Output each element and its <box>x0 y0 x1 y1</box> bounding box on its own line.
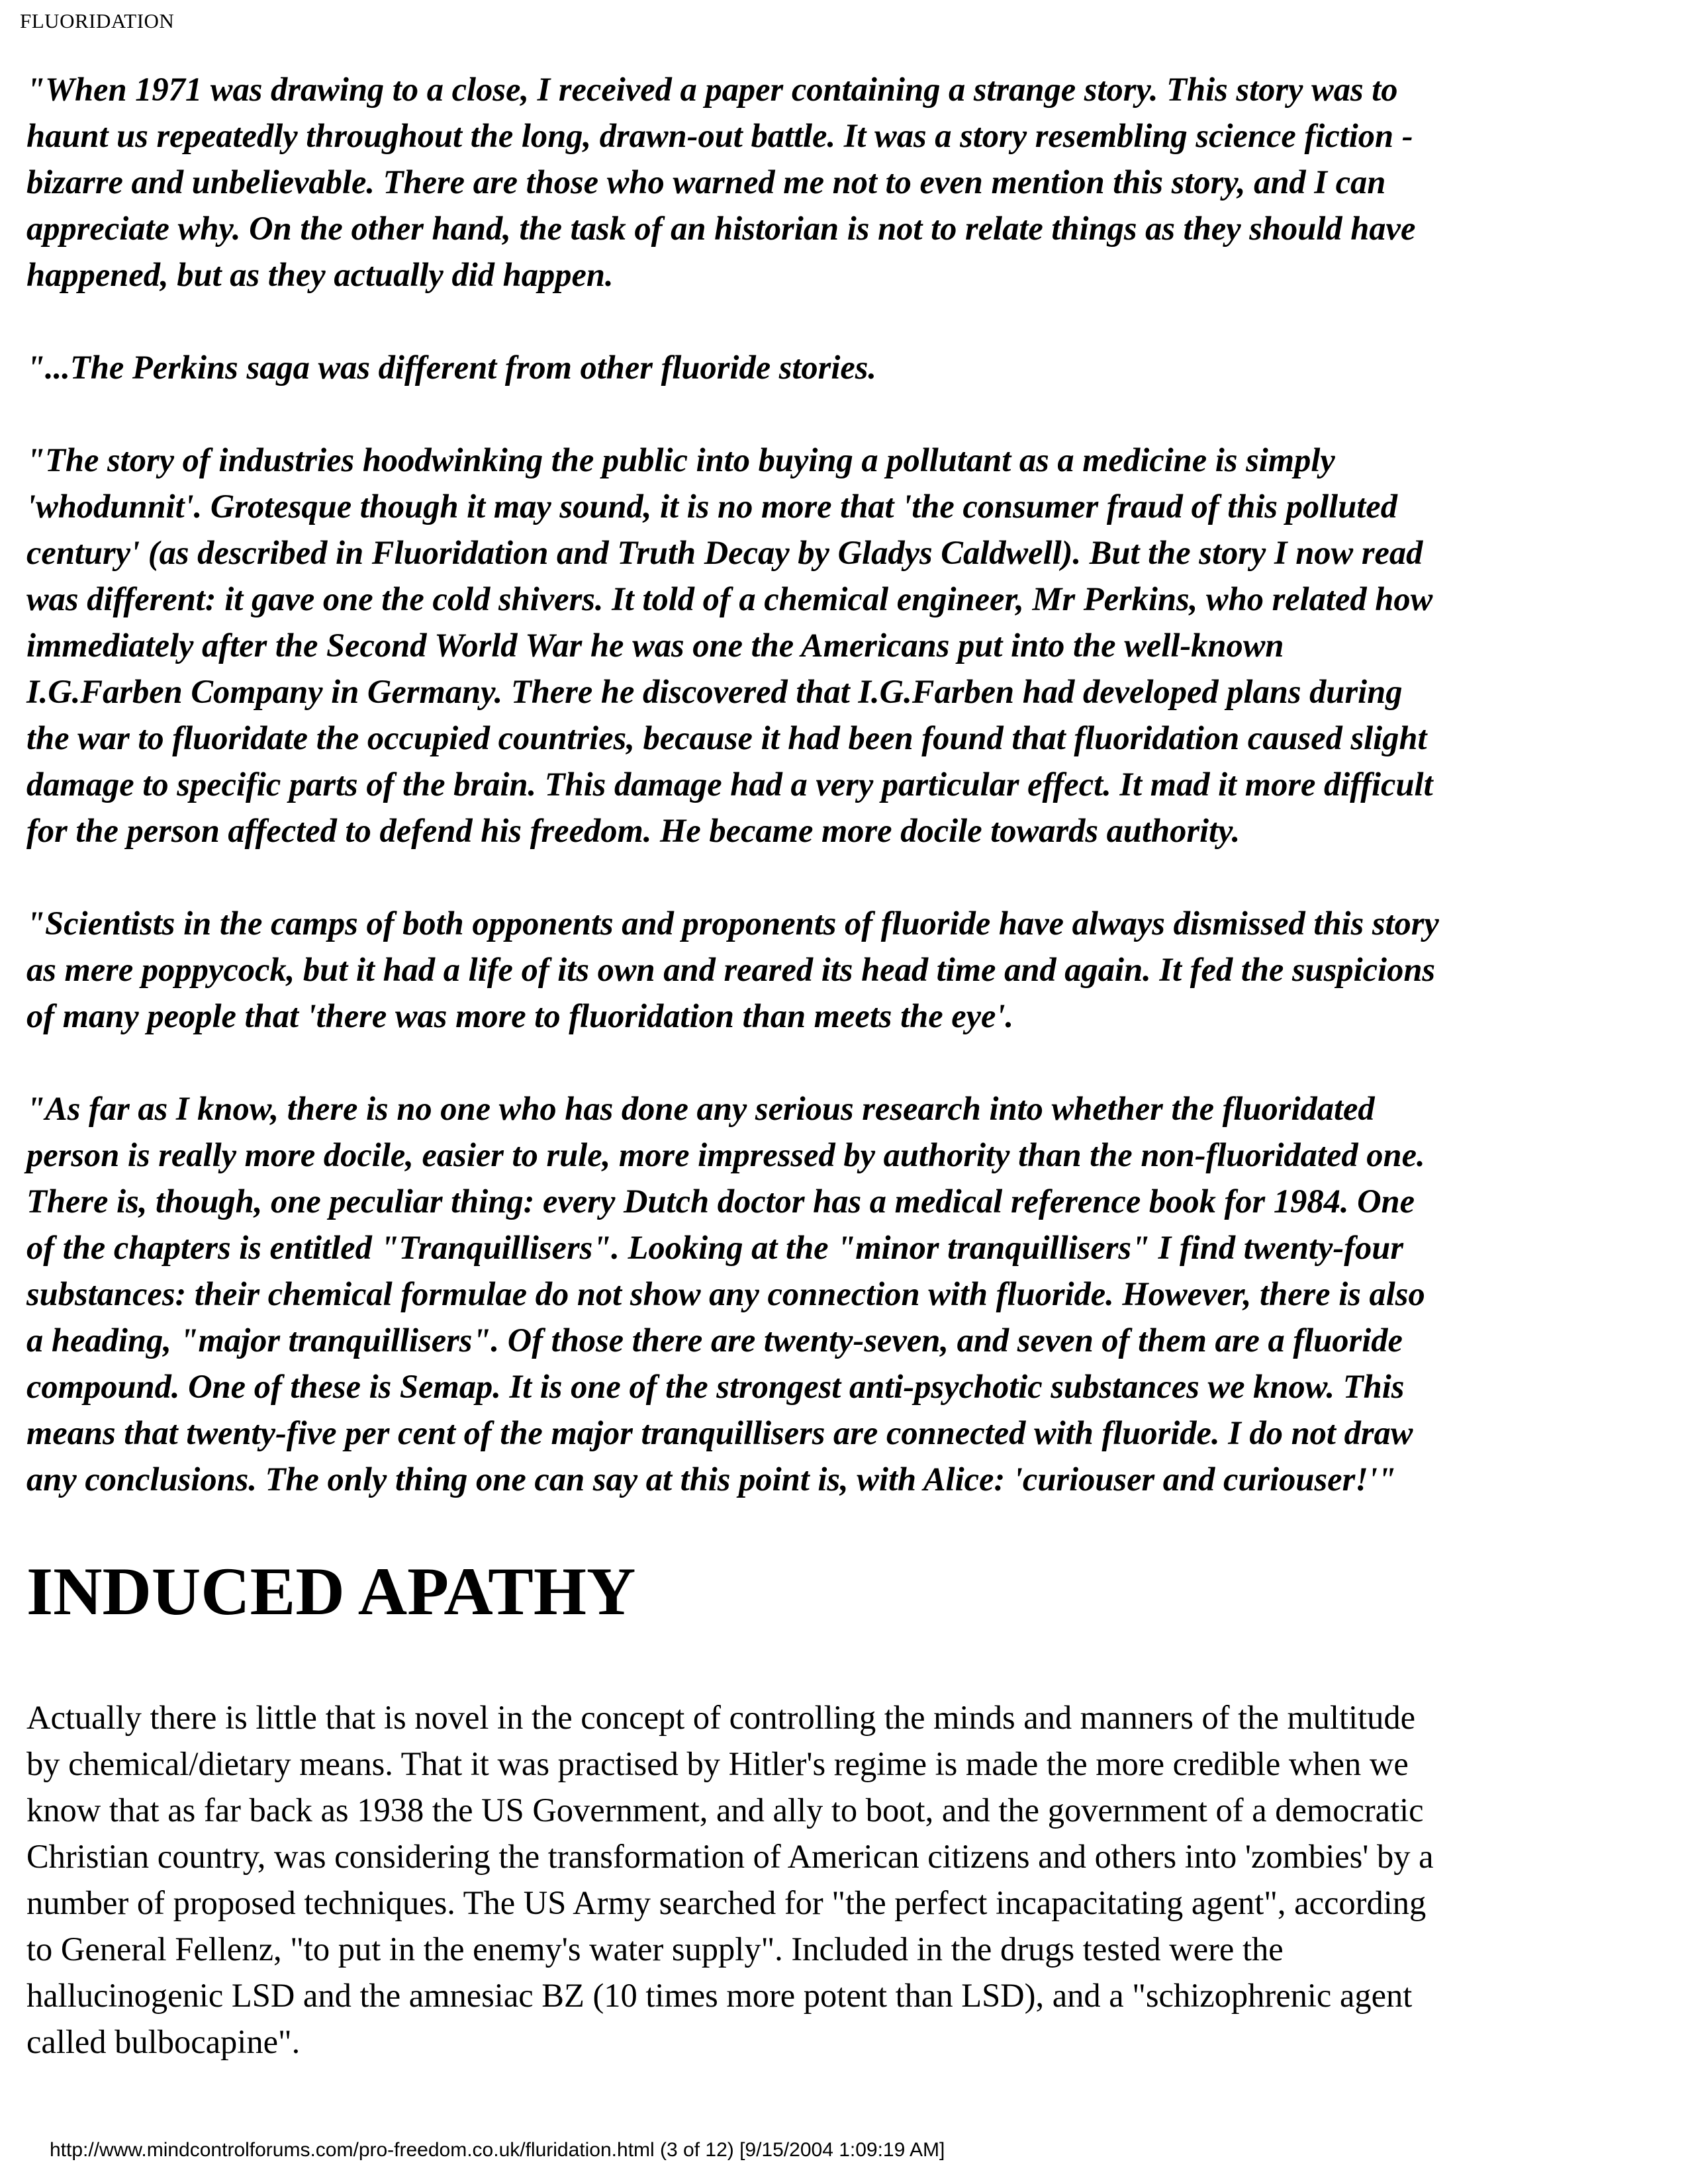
quote-paragraph-1 <box>26 66 1668 298</box>
section-heading: INDUCED APATHY <box>26 1554 636 1629</box>
text-line: "...The Perkins saga was different from other fluoride stories. <box>26 349 877 386</box>
text-line: "As far as I know, there is no one who has done any serious research into whether the fluoridated <box>26 1090 1375 1127</box>
text-line: for the person affected to defend his freedom. He became more docile towards authority. <box>26 812 1241 849</box>
page-content <box>26 66 1668 2065</box>
text-line: appreciate why. On the other hand, the task of an historian is not to relate things as they should have <box>26 210 1416 247</box>
text-line: as mere poppycock, but it had a life of its own and reared its head time and again. It fed the suspicions <box>26 951 1436 988</box>
text-line: bizarre and unbelievable. There are those who warned me not to even mention this story, and I can <box>26 163 1386 201</box>
text-line: Christian country, was considering the transformation of American citizens and others into 'zombies' by a <box>26 1838 1434 1875</box>
text-line: know that as far back as 1938 the US Government, and ally to boot, and the government of a democratic <box>26 1792 1424 1829</box>
text-line: the war to fluoridate the occupied countries, because it had been found that fluoridation caused slight <box>26 719 1427 756</box>
text-line: immediately after the Second World War he was one the Americans put into the well-known <box>26 627 1284 664</box>
quote-paragraph-4 <box>26 900 1668 1039</box>
text-line: to General Fellenz, "to put in the enemy's water supply". Included in the drugs tested were the <box>26 1931 1284 1968</box>
text-line: compound. One of these is Semap. It is one of the strongest anti-psychotic substances we know. This <box>26 1368 1405 1405</box>
text-line: century' (as described in Fluoridation and Truth Decay by Gladys Caldwell). But the story I now read <box>26 534 1423 571</box>
text-line: a heading, "major tranquillisers". Of those there are twenty-seven, and seven of them are a fluoride <box>26 1322 1403 1359</box>
text-line: "Scientists in the camps of both opponents and proponents of fluoride have always dismissed this story <box>26 905 1439 942</box>
body-paragraph <box>26 1694 1668 2065</box>
text-line: was different: it gave one the cold shivers. It told of a chemical engineer, Mr Perkins, who related how <box>26 580 1433 617</box>
text-line: any conclusions. The only thing one can say at this point is, with Alice: 'curiouser and curiouser!'" <box>26 1461 1396 1498</box>
text-line: I.G.Farben Company in Germany. There he discovered that I.G.Farben had developed plans during <box>26 673 1403 710</box>
text-line: damage to specific parts of the brain. This damage had a very particular effect. It mad it more difficult <box>26 766 1433 803</box>
footer-source-url: http://www.mindcontrolforums.com/pro-freedom.co.uk/fluridation.html (3 of 12) [9/15/2004 1:09:19 AM] <box>50 2139 945 2161</box>
quote-paragraph-2 <box>26 344 1668 390</box>
text-line: means that twenty-five per cent of the major tranquillisers are connected with fluoride. I do not draw <box>26 1414 1413 1451</box>
text-line: "The story of industries hoodwinking the public into buying a pollutant as a medicine is simply <box>26 441 1335 478</box>
text-line: There is, though, one peculiar thing: every Dutch doctor has a medical reference book for 1984. One <box>26 1183 1415 1220</box>
running-header-title: FLUORIDATION <box>20 9 175 32</box>
text-line: by chemical/dietary means. That it was practised by Hitler's regime is made the more credible when we <box>26 1745 1409 1782</box>
block-quote <box>26 66 1668 1502</box>
quote-paragraph-3 <box>26 437 1668 854</box>
text-line: called bulbocapine". <box>26 2023 301 2060</box>
text-line: "When 1971 was drawing to a close, I received a paper containing a strange story. This story was to <box>26 71 1398 108</box>
quote-paragraph-5 <box>26 1085 1668 1502</box>
text-line: haunt us repeatedly throughout the long, drawn-out battle. It was a story resembling science fiction - <box>26 117 1413 154</box>
text-line: Actually there is little that is novel in the concept of controlling the minds and manners of the multitude <box>26 1699 1416 1736</box>
text-line: substances: their chemical formulae do not show any connection with fluoride. However, there is also <box>26 1275 1425 1312</box>
text-line: of the chapters is entitled "Tranquillisers". Looking at the "minor tranquillisers" I find twenty-four <box>26 1229 1404 1266</box>
text-line: hallucinogenic LSD and the amnesiac BZ (10 times more potent than LSD), and a "schizophrenic agent <box>26 1977 1413 2014</box>
text-line: happened, but as they actually did happen. <box>26 256 614 293</box>
text-line: person is really more docile, easier to rule, more impressed by authority than the non-fluoridated one. <box>26 1136 1425 1173</box>
text-line: of many people that 'there was more to fluoridation than meets the eye'. <box>26 997 1014 1034</box>
text-line: number of proposed techniques. The US Army searched for "the perfect incapacitating agent", according <box>26 1884 1427 1921</box>
text-line: 'whodunnit'. Grotesque though it may sound, it is no more that 'the consumer fraud of this polluted <box>26 488 1397 525</box>
